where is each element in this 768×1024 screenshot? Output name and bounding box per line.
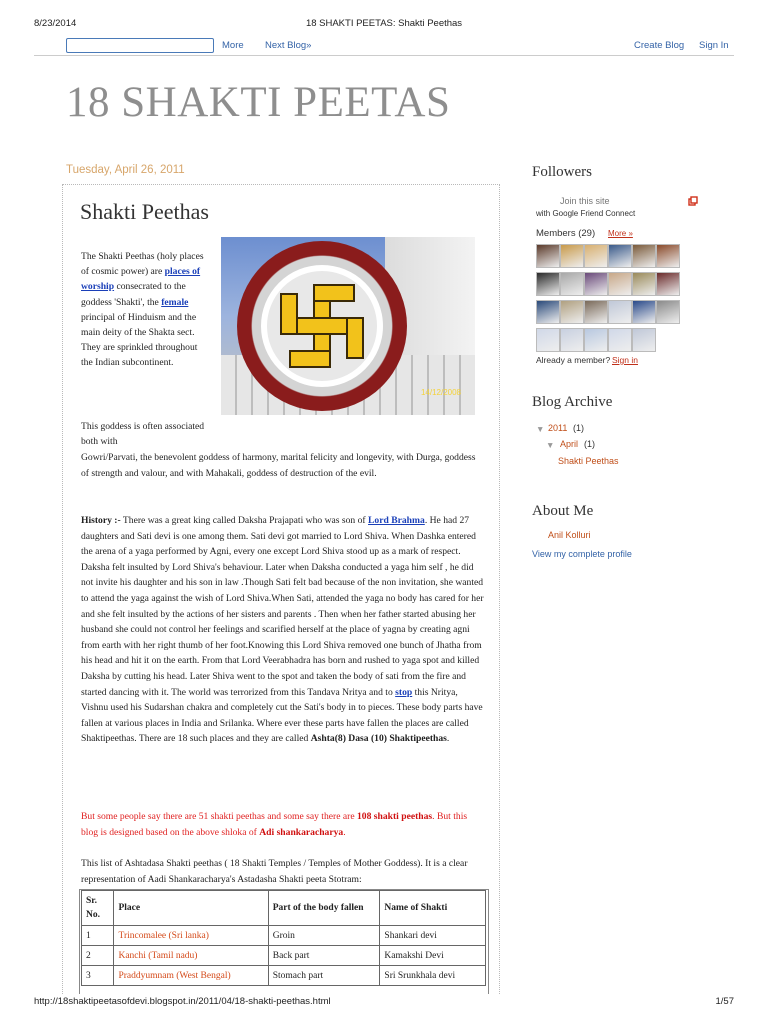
blog-archive-heading: Blog Archive <box>532 394 613 410</box>
print-date: 8/23/2014 <box>34 18 77 29</box>
member-avatar[interactable] <box>560 244 584 268</box>
print-page-number: 1/57 <box>715 996 734 1007</box>
swastika-photo[interactable] <box>221 237 475 415</box>
year-toggle-icon[interactable]: ▼ <box>536 424 545 434</box>
swastika-icon <box>269 273 375 379</box>
print-title: 18 SHAKTI PEETAS: Shakti Peethas <box>305 18 463 29</box>
place-link[interactable]: Praddyumnam (West Bengal) <box>114 966 268 986</box>
gfc-text: with Google Friend Connect <box>536 209 636 218</box>
navbar-search-input[interactable] <box>66 38 214 53</box>
place-link[interactable]: Kanchi (Tamil nadu) <box>114 946 268 966</box>
navbar-next-blog-link[interactable]: Next Blog» <box>265 40 312 51</box>
red-note-paragraph: But some people say there are 51 shakti peethas and some say there are 108 shakti peethas. But this blog is designed based on the above shloka of Adi shankaracharya. <box>81 811 468 838</box>
archive-year-count: (1) <box>573 423 584 433</box>
member-avatar[interactable] <box>632 300 656 324</box>
post <box>62 184 500 994</box>
lord-brahma-link[interactable]: Lord Brahma <box>368 515 425 526</box>
members-count: Members (29) <box>536 228 596 239</box>
table-row: 3 Praddyumnam (West Bengal) Stomach part Sri Srunkhala devi <box>82 966 486 986</box>
author-link[interactable]: Anil Kolluri <box>548 530 591 540</box>
member-avatar[interactable] <box>608 244 632 268</box>
join-site-link[interactable]: Join this site <box>560 196 610 206</box>
member-avatar[interactable] <box>536 300 560 324</box>
member-avatar[interactable] <box>632 272 656 296</box>
history-paragraph: History :- There was a great king called Daksha Prajapati who was son of Lord Brahma. He had 27 daughters and Sati devi is one among them. Sati devi got married to Lord Shiva. When Dashka entered the arena of a yaga performed by Agni, every one except Lord Shiva stood up as a mark of respect. Daksha felt insulted by Lord Shiva's behaviour. Later when Daksha conducted a yaga him self , he did not invite his daughter and his son in law .Though Sati felt bad because of the non invitation, she wanted to attend the yaga against the wish of Lord Shiva.When Sati, attended the yaga no body has cared for her and she felt insulted by the actions of her sisters and parents . Then when her father started abusing her husband she could not control her feelings and scarified herself at the place of yagna by creating agni from earth with her right thumb of her foot.Knowing this Lord Shiva removed one bunch of Jhatha from his head and hit it on the earth. From that Lord Veerabhadra has born and rushed to yaga spot and killed Daksha by cutting his head. Later Shiva went to the spot and taken the body of sati from the fire and started dancing with it. The world was terrorized from this Tandava Nritya and to stop this Nritya, Vishnu used his Sudarshan chakra and completely cut the Sati's body in to pieces. These body parts have fallen at various places in India and Srilanka. Where ever these parts have fallen the places are called Shaktipeethas. There are 18 such places and they are called Ashta(8) Dasa (10) Shaktipeethas. <box>81 515 484 745</box>
member-avatar[interactable] <box>560 272 584 296</box>
photo-date-stamp: 14/12/2008 <box>420 388 461 397</box>
member-avatar[interactable] <box>632 244 656 268</box>
history-label: History :- <box>81 515 121 526</box>
archive-month-count: (1) <box>584 439 595 449</box>
member-avatar[interactable] <box>656 300 680 324</box>
archive-month-link[interactable]: April <box>560 439 579 449</box>
friend-connect-icon[interactable] <box>688 196 698 206</box>
post-title[interactable]: Shakti Peethas <box>80 199 209 224</box>
already-member-text: Already a member? <box>536 355 611 365</box>
about-me-heading: About Me <box>532 503 594 519</box>
member-avatar[interactable] <box>656 272 680 296</box>
shakti-peethas-table <box>81 890 486 986</box>
header-sr-no: Sr. No. <box>82 891 114 926</box>
place-link[interactable]: Trincomalee (Sri lanka) <box>114 926 268 946</box>
members-more-link[interactable]: More » <box>608 229 633 238</box>
stop-link[interactable]: stop <box>395 686 413 698</box>
goddess-paragraph: Gowri/Parvati, the benevolent goddess of harmony, marital felicity and longevity, with Durga, goddess of strength and valour, and with Mahakali, goddess of destruction of the evil. <box>81 452 476 479</box>
table-header-row <box>82 891 486 926</box>
member-avatar[interactable] <box>536 244 560 268</box>
goddess-paragraph-start: This goddess is often associated both with <box>81 421 205 448</box>
member-avatar[interactable] <box>560 328 584 352</box>
sidebar-sign-in-link[interactable]: Sign in <box>612 355 638 365</box>
view-profile-link[interactable]: View my complete profile <box>532 549 632 559</box>
member-avatar[interactable] <box>584 328 608 352</box>
table-row: 1 Trincomalee (Sri lanka) Groin Shankari devi <box>82 926 486 946</box>
navbar-sign-in-link[interactable]: Sign In <box>699 40 729 51</box>
member-avatar[interactable] <box>560 300 584 324</box>
member-avatar[interactable] <box>536 328 560 352</box>
member-avatar[interactable] <box>608 328 632 352</box>
archive-post-link[interactable]: Shakti Peethas <box>558 456 619 466</box>
print-url: http://18shaktipeetasofdevi.blogspot.in/2011/04/18-shakti-peethas.html <box>34 996 331 1007</box>
table-row: 2 Kanchi (Tamil nadu) Back part Kamakshi Devi <box>82 946 486 966</box>
member-avatar[interactable] <box>584 272 608 296</box>
post-date: Tuesday, April 26, 2011 <box>66 164 185 176</box>
header-shakti-name: Name of Shakti <box>380 891 486 926</box>
member-avatar[interactable] <box>536 272 560 296</box>
member-avatar[interactable] <box>584 244 608 268</box>
blogger-navbar <box>34 36 734 56</box>
intro-paragraph: The Shakti Peethas (holy places of cosmic power) are places of worship consecrated to the goddess 'Shakti', the female principal of Hinduism and the main deity of the Shakta sect. They are sprinkled throughout the Indian subcontinent. <box>81 251 204 369</box>
print-header <box>0 18 768 32</box>
month-toggle-icon[interactable]: ▼ <box>546 440 555 450</box>
member-avatar[interactable] <box>608 272 632 296</box>
member-avatar[interactable] <box>656 244 680 268</box>
member-avatar[interactable] <box>632 328 656 352</box>
navbar-create-blog-link[interactable]: Create Blog <box>634 40 685 51</box>
places-of-worship-link[interactable]: places of worship <box>81 266 201 293</box>
header-place: Place <box>114 891 268 926</box>
navbar-more-link[interactable]: More <box>222 40 244 51</box>
member-avatar[interactable] <box>608 300 632 324</box>
archive-year-link[interactable]: 2011 <box>548 423 568 433</box>
header-body-part: Part of the body fallen <box>268 891 380 926</box>
list-intro-paragraph: This list of Ashtadasa Shakti peethas ( 18 Shakti Temples / Temples of Mother Goddess). It is a clear representation of Aadi Shankaracharya's Astadasha Shakti peeta Stotram: <box>81 858 468 885</box>
female-link[interactable]: female <box>161 296 189 308</box>
followers-heading: Followers <box>532 164 592 180</box>
blog-title[interactable]: 18 SHAKTI PEETAS <box>66 79 451 126</box>
member-avatar[interactable] <box>584 300 608 324</box>
